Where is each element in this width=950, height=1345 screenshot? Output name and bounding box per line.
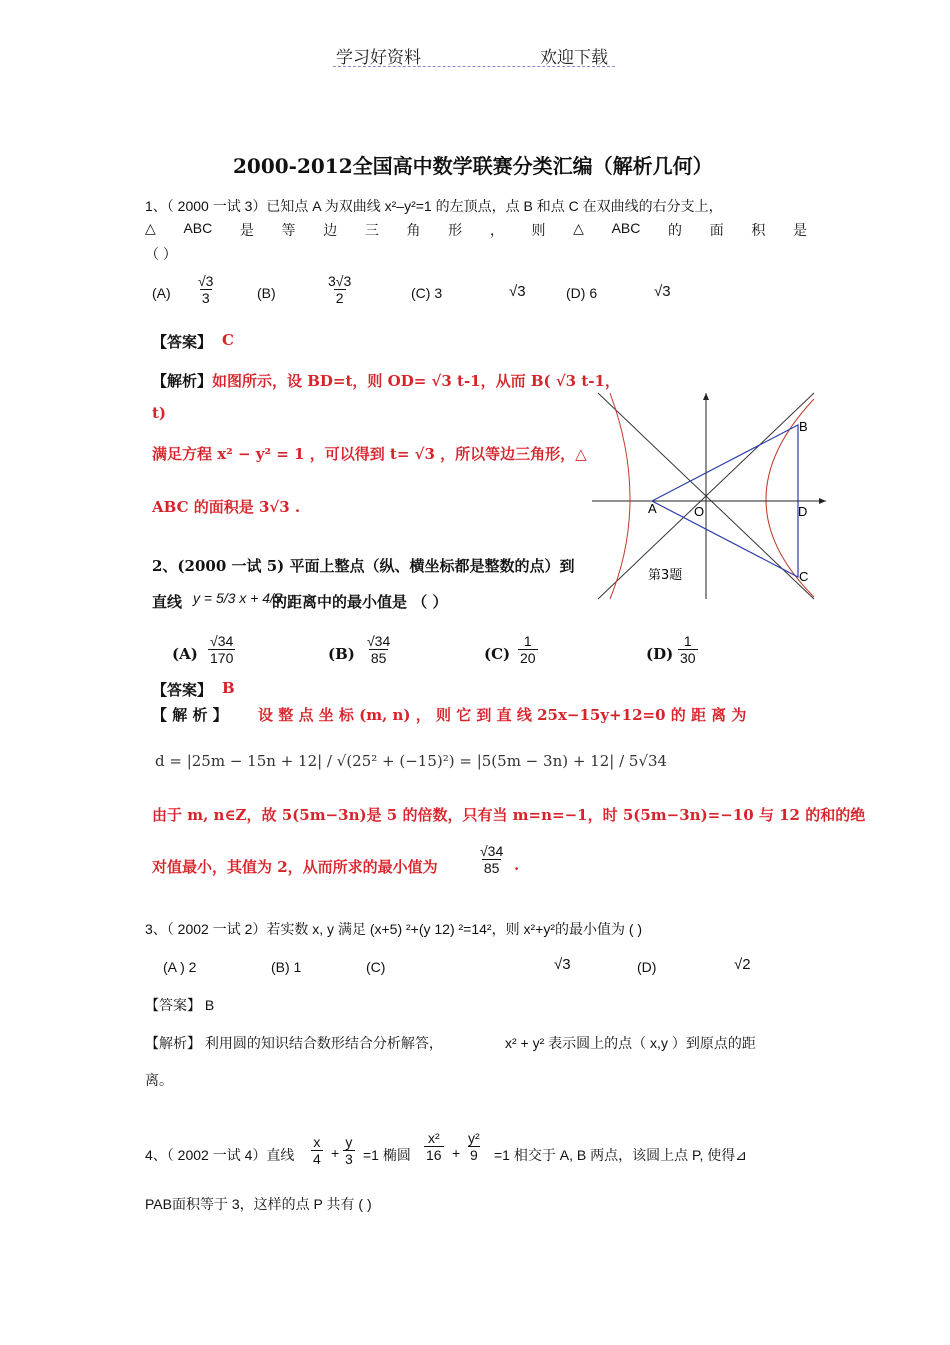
q2-option-b-fraction <box>365 633 392 666</box>
q2-line1: 2、(2000 一试 5) 平面上整点（纵、横坐标都是整数的点）到 <box>152 557 575 575</box>
q2-analysis-line1: 设 整 点 坐 标 (m, n) ， 则 它 到 直 线 25x−15y+12=0 的 距 离 为 <box>258 706 747 724</box>
q2-option-a-num: √34 <box>210 633 234 649</box>
header-divider <box>333 66 615 67</box>
q2-option-d-label: (D) <box>646 645 674 663</box>
q1-analysis-line2: t) <box>152 404 167 422</box>
q2-option-b-label: (B) <box>328 645 355 663</box>
q4-frac-y3-den: 3 <box>345 1151 353 1167</box>
q2-option-a-fraction <box>208 633 235 666</box>
q1-option-b-label: (B) <box>257 285 276 301</box>
q1-line2 <box>145 220 807 240</box>
hyperbola-figure <box>588 385 828 600</box>
header-left-text: 学习好资料 <box>336 48 421 67</box>
q4-frac-x2-16-num: x² <box>427 1130 440 1146</box>
q2-answer-label: 【答案】 <box>152 681 213 699</box>
q1-l2-w4: 边 <box>323 222 338 238</box>
q4-frac-x4-den: 4 <box>313 1151 321 1167</box>
q1-option-d-label: (D) 6 <box>566 285 598 301</box>
q2-answer-value: B <box>222 679 235 697</box>
q1-l2-w12: 的 <box>668 222 683 238</box>
figure-caption: 第3题 <box>648 568 683 583</box>
q1-option-a-label: (A) <box>152 285 171 301</box>
q1-l2-w13: 面 <box>709 222 724 238</box>
q3-analysis-line1a: 【解析】 利用圆的知识结合数形结合分析解答， <box>145 1035 443 1051</box>
q1-option-b-fraction <box>326 273 353 306</box>
q2-option-c-num: 1 <box>523 633 532 649</box>
q2-option-b-num: √34 <box>367 633 391 649</box>
q2-line2-pre: 直线 <box>152 593 183 611</box>
q3-option-d-radical: √2 <box>734 956 751 973</box>
q2-line-equation: y = 5/3 x + 4/5 <box>193 590 282 606</box>
label-A: A <box>648 501 657 516</box>
y-axis-arrow <box>703 393 709 400</box>
q2-option-c-label: (C) <box>484 645 511 663</box>
q1-l2-w10: △ <box>573 220 584 236</box>
q2-period: . <box>514 856 520 874</box>
q1-answer-value: C <box>222 331 234 349</box>
q1-l2-w14: 积 <box>751 222 766 238</box>
q2-option-a-den: 170 <box>210 650 234 666</box>
q1-analysis-line3: 满足方程 x² − y² = 1 ，可以得到 t= √3 ，所以等边三角形，△ <box>152 445 587 463</box>
x-axis-arrow <box>819 498 826 504</box>
q4-frac-x4 <box>311 1134 323 1167</box>
q2-analysis-fraction-den: 85 <box>483 860 500 876</box>
q4-frac-y2-9-num: y² <box>468 1130 480 1146</box>
q2-option-c-fraction <box>518 633 538 666</box>
q2-analysis-fraction <box>478 843 505 876</box>
q3-option-c: (C) <box>366 959 386 975</box>
q2-option-c-den: 20 <box>520 650 536 666</box>
q4-frac-y3-num: y <box>345 1134 353 1150</box>
q1-l2-w7: 形 <box>448 222 463 238</box>
q3-line1: 3、（ 2002 一试 2）若实数 x, y 满足 (x+5) ²+(y 12) ²=14²，则 x²+y²的最小值为 ( ) <box>145 921 643 937</box>
q3-answer: 【答案】 B <box>145 997 215 1013</box>
q1-analysis-label: 【解析】 <box>152 372 213 390</box>
q2-option-d-num: 1 <box>683 633 692 649</box>
q2-analysis-label: 【 解 析 】 <box>152 706 228 724</box>
q3-option-b: (B) 1 <box>271 959 302 975</box>
q1-l2-w9: 则 <box>531 222 546 238</box>
q1-answer-label: 【答案】 <box>152 333 213 351</box>
q4-line1-b: =1 椭圆 <box>363 1147 411 1163</box>
q4-plus-2: + <box>452 1145 461 1161</box>
q4-line1-a: 4、（ 2002 一试 4）直线 <box>145 1147 295 1163</box>
q1-option-d-radical: √3 <box>654 283 671 300</box>
q1-l2-w3: 等 <box>281 222 296 238</box>
q4-frac-x2-16-den: 16 <box>426 1147 442 1163</box>
label-C: C <box>799 569 809 584</box>
q1-option-b-num: 3√3 <box>328 273 352 289</box>
q1-option-a-num: √3 <box>198 273 214 289</box>
q1-analysis-line1: 如图所示，设 BD=t，则 OD= √3 t-1，从而 B( √3 t-1， <box>212 372 620 390</box>
q1-option-b-den: 2 <box>335 290 344 306</box>
q1-l2-w11: ABC <box>611 220 641 236</box>
q2-analysis-line3: 对值最小，其值为 2，从而所求的最小值为 <box>152 858 438 876</box>
q4-plus-1: + <box>331 1145 340 1161</box>
q1-l2-w5: 三 <box>364 222 379 238</box>
q4-frac-x4-num: x <box>313 1134 321 1150</box>
q2-option-d-fraction <box>678 633 698 666</box>
q2-option-d-den: 30 <box>680 650 696 666</box>
q2-line2-post: 的距离中的最小值是 （ ） <box>272 593 448 611</box>
q1-line1: 1、（ 2000 一试 3）已知点 A 为双曲线 x²–y²=1 的左顶点，点 B 和点 C 在双曲线的右分支上， <box>145 198 723 214</box>
q3-analysis-line1b: x² + y² 表示圆上的点（ x,y ）到原点的距 <box>505 1035 756 1051</box>
label-B: B <box>799 419 808 434</box>
q3-option-c-radical: √3 <box>554 956 571 973</box>
q1-option-a-den: 3 <box>201 290 210 306</box>
hyperbola-left-branch <box>610 393 630 599</box>
q1-l2-w6: 角 <box>406 222 421 238</box>
q2-distance-formula: d = |25m − 15n + 12| / √(25² + (−15)²) = |5(5m − 3n) + 12| / 5√34 <box>155 752 668 770</box>
q1-option-a-fraction <box>196 273 215 306</box>
q4-frac-y3 <box>343 1134 355 1167</box>
q1-option-c-radical: √3 <box>509 283 526 300</box>
q4-frac-y2-9-den: 9 <box>469 1147 478 1163</box>
q2-analysis-line2: 由于 m, n∈Z，故 5(5m−3n)是 5 的倍数，只有当 m=n=−1，时 5(5m−3n)=−10 与 12 的和的绝 <box>152 806 866 824</box>
q1-l2-w8: ， <box>489 222 504 238</box>
q4-line1-c: =1 相交于 A, B 两点，该圆上点 P, 使得⊿ <box>494 1147 748 1163</box>
page-title: 2000-2012全国高中数学联赛分类汇编（解析几何） <box>233 154 713 178</box>
q1-l2-w15: 是 <box>793 222 807 238</box>
q3-option-a: (A ) 2 <box>163 959 197 975</box>
q2-option-a-label: (A) <box>172 645 198 663</box>
q1-analysis-line4: ABC 的面积是 3√3 . <box>152 498 301 516</box>
q3-option-d: (D) <box>637 959 657 975</box>
q1-l2-w2: 是 <box>239 222 254 238</box>
q1-line3: （ ） <box>145 246 177 262</box>
q2-analysis-fraction-num: √34 <box>480 843 504 859</box>
q4-frac-x2-16 <box>424 1130 444 1163</box>
q3-analysis-line2: 离。 <box>145 1072 173 1088</box>
label-D: D <box>798 504 808 519</box>
header-right-text: 欢迎下载 <box>540 48 608 67</box>
q1-l2-w1: ABC <box>183 220 213 236</box>
q1-option-c-label: (C) 3 <box>411 285 443 301</box>
q1-l2-w0: △ <box>145 220 156 236</box>
q2-option-b-den: 85 <box>370 650 387 666</box>
q4-line2: PAB面积等于 3，这样的点 P 共有 ( ) <box>145 1196 372 1212</box>
q4-frac-y2-9 <box>466 1130 482 1163</box>
label-O: O <box>694 504 705 519</box>
